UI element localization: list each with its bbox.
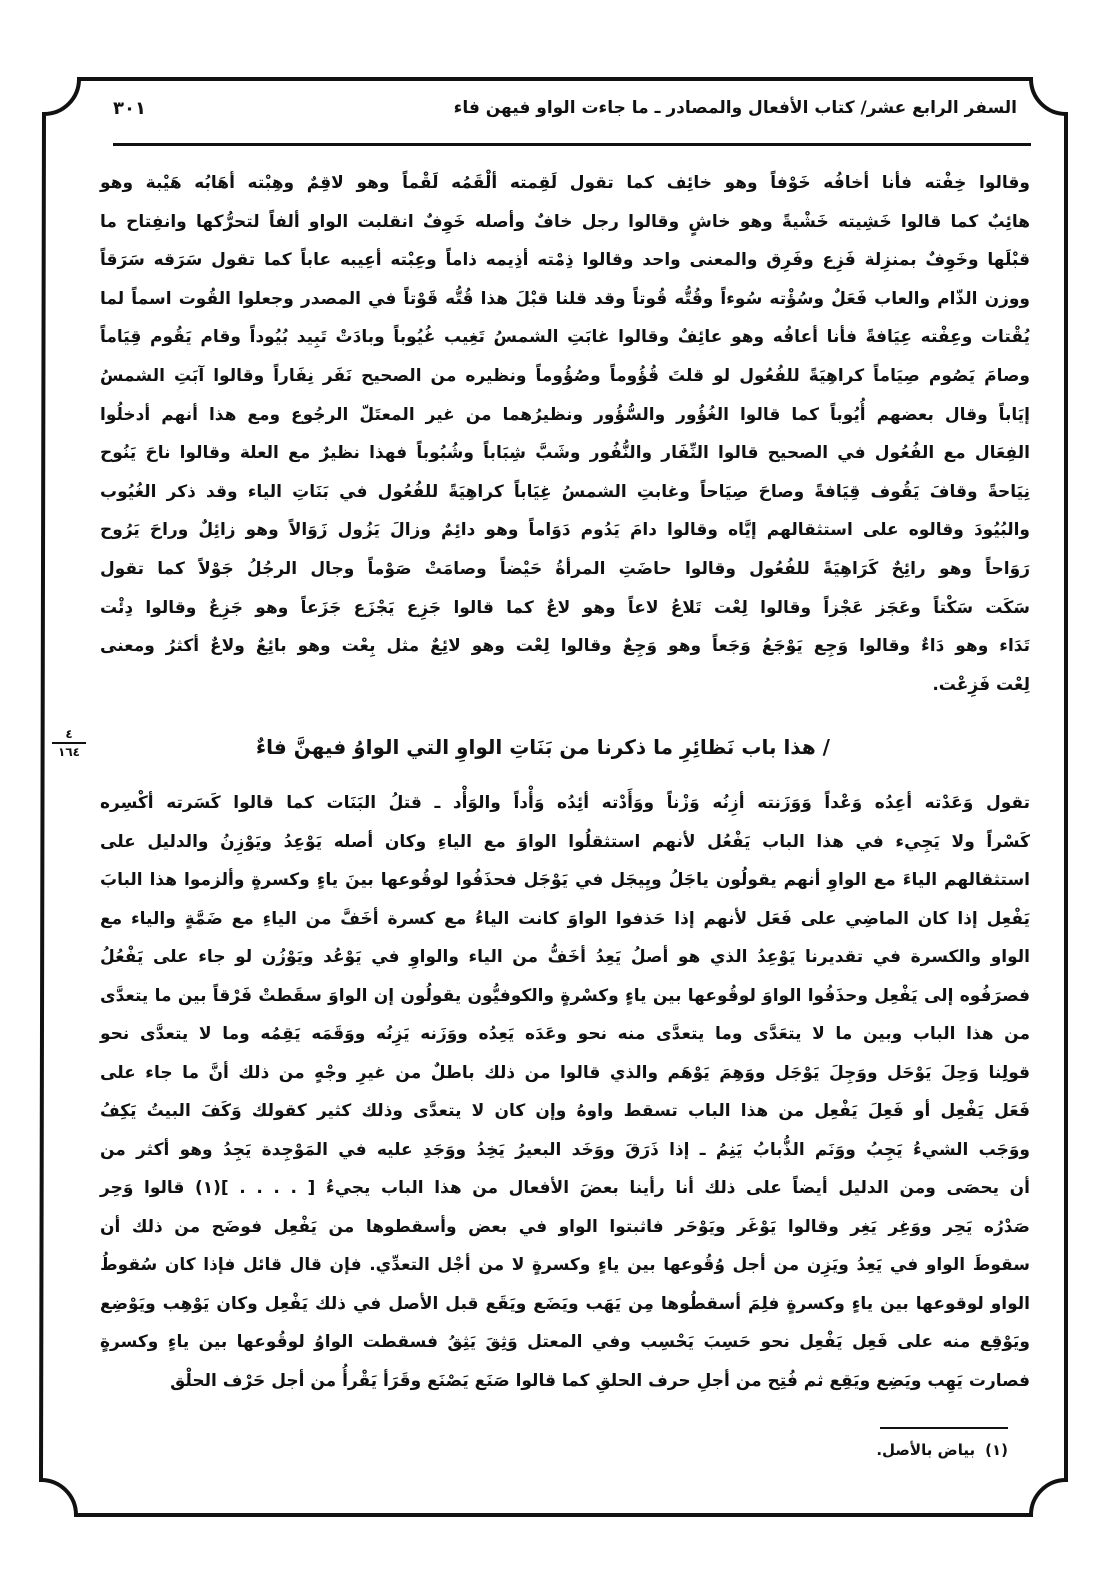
text-line: فَعَل يَفْعِل أو فَعِلَ يَفْعِل من هذا الباب تسقط واوهُ وإن كان لا يتعدَّى وذلك كثير كقولك وَكَفَ البيتُ يَكِفُ xyxy=(100,1101,1030,1121)
text-line: الواو لوقوعها بين ياءٍ وكسرةٍ فلِمَ أسقطُوها مِن يَهَب ويَضَع ويَقَع قبل الأصل في ذلك يَفْعِل وكان يَوْهِب ويَوْضِع xyxy=(100,1293,1030,1314)
page-number: ٣٠١ xyxy=(113,98,146,119)
text-line: فصارت يَهِب ويَضِع ويَقِع ثم فُتِح من أجلِ حرف الحلقِ كما قالوا صَنَع يَصْنَع وقَرَأ يَقْرأُ من أجل حَرْف الحلْق xyxy=(170,1370,1030,1391)
section-heading: / هذا باب نَظائِرِ ما ذكرنا من بَنَاتِ الواوِ التي الواوُ فيهنَّ فاءٌ xyxy=(255,735,830,759)
text-line: تَدَاء وهو دَاءٌ وقالوا وَجِع يَوْجَعُ وَجَعاً وهو وَجِعٌ وقالوا لِعْت وهو لائِعٌ مثل بِعْت وهو بائِعٌ ولاعٌ أكثرُ ومعنى xyxy=(100,636,1030,657)
text-line: الواو والكسرة في تقديرنا يَوْعِدُ الذي هو أصلُ يَعِدُ أخَفُّ من الياء والواوِ في يَوْعُد ويَوْزُن لو جاء على يَفْعُلُ xyxy=(100,947,1030,967)
text-line: يَفْعِل إذا كان الماضِي على فَعَل لأنهم إذا حَذفوا الواوَ كانت الياءُ مع كسرة أخَفَّ من الياءِ مع ضَمَّةٍ والياء مع xyxy=(100,908,1030,929)
text-line: ووزن الذّام والعاب فَعَلٌ وسُؤْته سُوءاً وقُتُّه قُوتاً وقد قلنا قبْلَ هذا قُتُّه قَوْتاً في المصدر وجعلوا القُوت اسماً لما xyxy=(100,288,1030,309)
text-line: صَدْرُه يَحِر ووَغِر يَغِر وقالوا يَوْغَر ويَوْحَر فاثبتوا الواو في بعض وأسقطوها من يَفْعِل فوضَح من ذلك أن xyxy=(100,1216,1030,1237)
text-line: والبُيُودَ وقالوه على استثقالهم إيَّاه وقالوا دامَ يَدُوم دَوَاماً وهو دائِمٌ وزالَ يَزُول زَوَالاً وهو زائِلٌ وراحَ يَرُوح xyxy=(100,520,1030,541)
text-line: ويَوْقِع منه على فَعِل يَفْعِل نحو حَسِبَ يَحْسِب وفي المعتل وَثِقَ يَثِقُ فسقطت الواوُ لوقُوعها بين ياءٍ وكسرةٍ xyxy=(100,1332,1030,1352)
text-line: تقول وَعَدْته أعِدُه وَعْداً وَوَزَنته أزِنُه وَزْناً ووَأَدْته أئِدُه وَأْداً والوَأْد ـ قتلُ البَنَات كما قالوا كَسَرته أكْسِره xyxy=(100,793,1030,813)
text-line: استثقالهم الياءَ مع الواوِ أنهم يقولُون ياجَلُ ويِيجَل في يَوْجَل فحذَفُوا لوقُوعها بينَ ياءٍ وكسرةٍ وألزموا هذا البابَ xyxy=(100,870,1030,890)
text-line: يُقْتات وعِفْته عِيَافةً فأنا أعافُه وهو عائِفٌ وقالوا غابَتِ الشمسُ تَغِيب غُيُوباً وبادَتْ تَبِيد بُيُوداً وقام يَقُوم قِيَاماً xyxy=(100,327,1030,348)
footnote xyxy=(876,1441,1008,1459)
text-line: ووَجَب الشيءُ يَجِبُ ووَنَم الذُّبابُ يَنِمُ ـ إذا ذَرَقَ ووَخَد البعيرُ يَخِدُ ووَجَدِ عليه في المَوْجِدة يَجِدُ وهو أكثر من xyxy=(100,1139,1030,1160)
text-line: سَكَت سَكْتاً وعَجَز عَجْزاً وقالوا لِعْت تَلاعُ لاعاً وهو لاعٌ كما قالوا جَزِع يَجْزَع جَزَعاً وهو جَزِعٌ وقالوا دِئْت xyxy=(100,597,1030,618)
text-line: إيَاباً وقال بعضهم أُيُوباً كما قالوا الغُؤُور والسُّؤُور ونظيرُهما من غير المعتَلّ الرجُوع ومع هذا أنهم أدخلُوا xyxy=(100,404,1030,425)
text-line: سقوطَ الواو في يَعِدُ ويَزِن من أجل وُقُوعها بين ياءٍ وكسرةٍ لا من أجْل التعدِّي. فإن قال قائل فإذا كان سُقوطُ xyxy=(100,1255,1030,1275)
text-line: لِعْت فَزِعْت. xyxy=(932,674,1030,695)
margin-reference-bar xyxy=(52,742,86,744)
margin-reference-top: ٤ xyxy=(65,727,73,741)
text-line: كَسْراً ولا يَجِيء في هذا الباب يَفْعُل لأنهم استثقلُوا الواوَ مع الياءِ وكان أصله يَوْعِدُ ويَوْزِنُ والدليل على xyxy=(100,831,1030,852)
header-divider xyxy=(113,143,1031,146)
text-line: قبْلَها وخَوِفٌ بمنزِلة فَزِع وفَرِق والمعنى واحد وقالوا ذِمْته أذِيمه ذاماً وعِبْته أعِيبه عاباً كما تقول سَرَقه سَرَقاً xyxy=(100,250,1030,271)
running-title: السفر الرابع عشر/ كتاب الأفعال والمصادر ـ ما جاءت الواو فيهن فاء xyxy=(453,98,1017,118)
footnote-text: بياض بالأصل. xyxy=(876,1441,976,1459)
text-line: هائِبٌ كما قالوا خَشِيته خَشْيةً وهو خاشٍ وقالوا رجل خافٌ وأصله خَوِفٌ انقلبت الواو ألفاً لتحرُّكها وانفِتاح ما xyxy=(100,211,1030,232)
text-line: وصامَ يَصُوم صِيَاماً كراهِيَةً للفُعُول لو قلتَ قُؤُوماً وصُؤُوماً ونظيره من الصحيح نَفَر نِفَاراً وقالوا آبَتِ الشمسُ xyxy=(100,366,1030,386)
footnote-divider xyxy=(880,1427,1008,1429)
text-line: من هذا الباب وبين ما لا يتعَدَّى وما يتعدَّى منه نحو وعَدَه يَعِدُه ووَزَنه يَزِنُه ووَقَمَه يَقِمُه وما لا يتعدَّى نحو xyxy=(100,1024,1030,1044)
text-line: رَوَاحاً وهو رائِحٌ كَرَاهِيَةً للفُعُول وقالوا حاضَتِ المرأةُ حَيْضاً وصامَتْ صَوْماً وجال الرجُلُ جَوْلاً كما تقول xyxy=(100,559,1030,579)
margin-reference-bottom: ١٦٤ xyxy=(58,745,80,759)
text-line: أن يحصَى ومن الدليل أيضاً على ذلك أنا رأينا بعضَ الأفعال من هذا الباب يجيءُ [ . . . . ](١) قالوا وَحِر xyxy=(100,1178,1030,1198)
text-line: نِيَاحةً وقافَ يَقُوف قِيَافةً وصاحَ صِيَاحاً وغابتِ الشمسُ غِيَاباً كراهِيَةً للفُعُول في بَنَاتِ الياء وقد ذكر الغُيُوب xyxy=(100,481,1030,502)
text-line: وقالوا خِفْته فأنا أخافُه خَوْفاً وهو خائِف كما تقول لَقِمته ألْقَمُه لَقْماً وهو لاقِمٌ وهِبْته أهَابُه هَيْبة وهو xyxy=(100,173,1030,193)
text-line: الفِعَال مع الفُعُول في الصحيح قالوا النِّفَار والنُّفُور وشَبَّ شِبَاباً وشُبُوباً فهذا نظيرٌ مع العلة وقالوا ناحَ يَنُوح xyxy=(100,443,1030,464)
text-line: قولِنا وَحِلَ يَوْحَل ووَجِلَ يَوْجَل ووَهِمَ يَوْهَم والذي قالوا من ذلك باطلٌ من غيرِ وجْهٍ من ذلك أنَّ ما جاء على xyxy=(100,1062,1030,1083)
text-line: فصرَفُوه إلى يَفْعِل وحذَفُوا الواوَ لوقُوعها بين ياءٍ وكسْرةٍ والكوفيُّون يقولُون إن الواوَ سقَطتْ فَرْقاً بين ما يتعدَّى xyxy=(100,985,1030,1006)
margin-reference xyxy=(52,727,86,759)
footnote-marker: (١) xyxy=(985,1441,1008,1459)
